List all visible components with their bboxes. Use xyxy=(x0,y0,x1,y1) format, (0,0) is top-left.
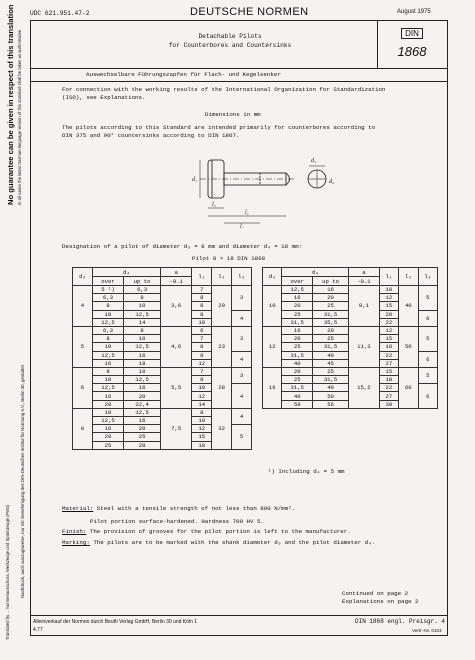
table-cell: 8 xyxy=(192,351,212,359)
dimension-table-left xyxy=(72,267,252,450)
table-cell: 8 xyxy=(92,335,123,343)
label-l2: l₂ xyxy=(240,224,244,228)
table-cell: 40 xyxy=(312,351,348,359)
table-cell: 22,4 xyxy=(124,400,161,408)
footer-din-price-group: DIN 1868 engl. Preisgr. 4 xyxy=(355,618,446,625)
table-cell: 12 xyxy=(192,392,212,400)
table-footnote: ¹) Including d₄ = 5 mm xyxy=(268,468,345,475)
table-cell: 16 xyxy=(263,367,282,408)
table-cell: 6 xyxy=(418,310,437,326)
table-cell: 25 xyxy=(312,335,348,343)
col-d4: d₄ xyxy=(92,268,160,277)
col-up-to: up to xyxy=(124,277,161,286)
table-cell: 10 xyxy=(192,417,212,425)
table-cell: 14 xyxy=(192,400,212,408)
table-cell: 8 xyxy=(192,302,212,310)
side-reprint: Nachdruck, auch auszugsweise, nur mit Genehmigung des DIN Deutsches Institut für Normung e.V., Berlin 30, gestattet xyxy=(20,365,25,598)
table-cell: 6,3 xyxy=(124,286,161,294)
din-box xyxy=(380,23,444,59)
table-cell: 7 xyxy=(192,286,212,294)
side-guarantee: No guarantee can be given in respect of this translation xyxy=(6,4,15,205)
table-cell: 6 xyxy=(192,326,212,334)
table-cell: 15 xyxy=(192,433,212,441)
table-row xyxy=(263,286,438,294)
table-cell: 32 xyxy=(212,408,232,449)
table-cell: 18 xyxy=(379,376,398,384)
din-box-divider xyxy=(377,20,378,68)
table-cell: 12,5 xyxy=(124,376,161,384)
col-d4: d₄ xyxy=(282,268,349,277)
document-title xyxy=(150,32,310,50)
footer-code: 4.77 xyxy=(33,627,43,633)
title-line-1: Detachable Pilots xyxy=(198,33,262,40)
table-cell: 40 xyxy=(312,384,348,392)
table-cell: 12 xyxy=(192,359,212,367)
col-a-tol: -0.1 xyxy=(161,277,192,286)
table-cell: 40 xyxy=(399,286,418,327)
table-cell: 4,6 xyxy=(161,326,192,367)
table-cell: 20 xyxy=(212,286,232,327)
col-a: a xyxy=(161,268,192,277)
finish-text: The provision of grooves for the pilot portion is left to the manufacturer. xyxy=(89,528,351,535)
table-cell: 22 xyxy=(379,351,398,359)
col-l2: l₂ xyxy=(399,268,418,286)
table-cell: 16 xyxy=(282,294,313,302)
table-cell: 8 xyxy=(192,310,212,318)
col-l1: l₁ xyxy=(379,268,398,286)
table-cell: 20 xyxy=(124,392,161,400)
table-cell: 25 xyxy=(282,376,313,384)
material-line xyxy=(62,505,444,513)
table-cell: 8 xyxy=(92,367,123,375)
material-text: Steel with a tensile strength of not less than 800 N/mm². xyxy=(96,505,296,512)
table-cell: 31,5 xyxy=(312,376,348,384)
table-cell: 3 xyxy=(232,286,252,311)
iso-note-line-2: (ISO), see Explanations. xyxy=(62,93,146,101)
table-cell: 12,5 xyxy=(124,408,161,416)
publisher-name: DEUTSCHE NORMEN xyxy=(190,6,309,18)
scope-line-1: The pilots according to this Standard are intended primarily for counterbores according to xyxy=(62,124,376,131)
title-rule xyxy=(30,68,448,69)
table-cell: 7 xyxy=(192,367,212,375)
table-cell: 16 xyxy=(92,425,123,433)
table-cell: 4 xyxy=(232,408,252,424)
table-cell: 15,2 xyxy=(349,367,380,408)
table-cell: 31,5 xyxy=(282,318,313,326)
table-cell: 7,5 xyxy=(161,408,192,449)
col-d3: d₃ xyxy=(73,268,93,286)
table-cell: 12,5 xyxy=(124,343,161,351)
label-l3: l₃ xyxy=(212,202,216,208)
table-cell: 23 xyxy=(212,326,232,367)
table-cell: 8 xyxy=(192,343,212,351)
col-over: over xyxy=(92,277,123,286)
material-label: Material: xyxy=(62,505,94,512)
table-row xyxy=(73,286,252,294)
table-cell: 30 xyxy=(379,400,398,408)
table-cell: 27 xyxy=(379,392,398,400)
finish-label: Finish: xyxy=(62,528,87,535)
col-l3: l₃ xyxy=(418,268,437,286)
table-cell: 18 xyxy=(192,441,212,449)
table-cell: 22 xyxy=(379,384,398,392)
table-cell: 12,5 xyxy=(282,286,313,294)
table-cell: 5 ¹) xyxy=(92,286,123,294)
table-cell: 12,5 xyxy=(92,351,123,359)
table-cell: 16 xyxy=(124,384,161,392)
dimension-table-right xyxy=(262,267,438,409)
table-cell: 25 xyxy=(282,310,313,318)
table-cell: 14 xyxy=(124,318,161,326)
table-cell: 6,3 xyxy=(92,326,123,334)
table-cell: 12 xyxy=(192,425,212,433)
col-l1: l₁ xyxy=(192,268,212,286)
table-cell: 25 xyxy=(124,433,161,441)
table-cell: 8 xyxy=(73,408,93,449)
table-cell: 10 xyxy=(124,302,161,310)
side-guarantee-note: In all cases the latest German-language version of this standard shall be taken as authoritative. xyxy=(17,28,22,205)
side-translator: Translated by ... Normenausschuss, Werkzeuge und Spannzeuge (FWS) xyxy=(5,504,10,640)
footer-rule xyxy=(30,615,448,616)
table-cell: 10 xyxy=(263,286,282,327)
table-cell: 5 xyxy=(73,326,93,367)
scope-line-2: DIN 375 and 90° countersinks according to DIN 1867. xyxy=(62,131,240,139)
table-cell: 20 xyxy=(124,425,161,433)
label-d1: d₁ xyxy=(192,177,198,183)
table-cell: 25 xyxy=(312,367,348,375)
table-row xyxy=(263,326,438,334)
marking-line xyxy=(62,539,444,547)
label-l1: l₁ xyxy=(245,210,249,216)
table-cell: 4 xyxy=(232,310,252,326)
table-cell: 12,5 xyxy=(92,417,123,425)
pilot-hardened-text: Pilot portion surface-hardened. Hardness 700 HV 5. xyxy=(90,518,264,525)
table-cell: 27 xyxy=(379,359,398,367)
col-l3: l₃ xyxy=(232,268,252,286)
table-cell: 16 xyxy=(92,359,123,367)
marking-label: Marking: xyxy=(62,539,90,546)
table-cell: 16 xyxy=(282,326,313,334)
table-cell: 56 xyxy=(312,400,348,408)
table-cell: 5 xyxy=(418,286,437,311)
table-cell: 6 xyxy=(418,351,437,367)
table-cell: 20 xyxy=(282,367,313,375)
explanations-note: Explanations on page 2 xyxy=(342,598,419,605)
footer-sales-note: Alleinverkauf der Normen durch Beuth Verlag GmbH, Berlin 30 und Köln 1 xyxy=(33,619,197,625)
din-label: DIN xyxy=(401,28,423,39)
table-cell: 10 xyxy=(124,335,161,343)
table-cell: 3 xyxy=(232,367,252,383)
label-d3: d₃ xyxy=(311,158,317,164)
table-cell: 16 xyxy=(124,351,161,359)
table-row xyxy=(73,408,252,416)
table-cell: 4 xyxy=(73,286,93,327)
title-line-2: for Counterbores and Countersinks xyxy=(168,42,292,49)
table-cell: 12 xyxy=(263,326,282,367)
col-over: over xyxy=(282,277,313,286)
table-cell: 10 xyxy=(379,286,398,294)
table-row xyxy=(73,367,252,375)
table-cell: 25 xyxy=(282,343,313,351)
table-cell: 12 xyxy=(379,294,398,302)
table-cell: 10 xyxy=(192,318,212,326)
table-cell: 6 xyxy=(73,367,93,408)
table-cell: 20 xyxy=(282,302,313,310)
header-rule xyxy=(30,20,448,21)
table-cell: 8 xyxy=(92,302,123,310)
table-cell: 10 xyxy=(92,343,123,351)
table-cell: 9,1 xyxy=(349,286,380,327)
table-cell: 12 xyxy=(379,326,398,334)
footer-contract-number: Vertr.-Nr. 0104 xyxy=(412,628,442,633)
table-cell: 50 xyxy=(399,326,418,367)
din-number: 1868 xyxy=(397,44,427,59)
table-cell: 16 xyxy=(312,286,348,294)
table-cell: 12,5 xyxy=(92,384,123,392)
pilot-drawing xyxy=(190,148,340,228)
table-cell: 31,5 xyxy=(282,384,313,392)
table-cell: 40 xyxy=(282,392,313,400)
table-cell: 28 xyxy=(124,441,161,449)
table-cell: 8 xyxy=(124,294,161,302)
iso-note xyxy=(62,86,444,101)
table-cell: 45 xyxy=(312,359,348,367)
table-cell: 22 xyxy=(379,318,398,326)
table-cell: 25 xyxy=(92,441,123,449)
table-cell: 4 xyxy=(232,351,252,367)
table-cell: 12,5 xyxy=(92,318,123,326)
table-cell: 31,5 xyxy=(312,310,348,318)
table-cell: 3,6 xyxy=(161,286,192,327)
table-cell: 7 xyxy=(192,335,212,343)
table-cell: 16 xyxy=(92,392,123,400)
table-cell: 25 xyxy=(312,302,348,310)
table-cell: 10 xyxy=(92,310,123,318)
table-cell: 8 xyxy=(192,376,212,384)
table-row xyxy=(73,326,252,334)
publication-date: August 1975 xyxy=(397,9,431,15)
table-cell: 18 xyxy=(379,343,398,351)
table-cell: 50 xyxy=(282,400,313,408)
table-cell: 5 xyxy=(232,425,252,450)
udc-number: UDC 621.951.47-2 xyxy=(30,10,90,17)
table-cell: 20 xyxy=(312,326,348,334)
table-cell: 10 xyxy=(92,408,123,416)
col-d3: d₃ xyxy=(263,268,282,286)
label-d2: d₂ xyxy=(329,179,335,185)
pilot-designation: Pilot 8 × 18 DIN 1868 xyxy=(192,255,266,262)
designation-text: Designation of a pilot of diameter d₃ = 8 mm and diameter d₄ = 18 mm: xyxy=(62,243,303,250)
table-cell: 35,5 xyxy=(312,318,348,326)
table-cell: 31,5 xyxy=(312,343,348,351)
col-a: a xyxy=(349,268,380,277)
table-cell: 5 xyxy=(418,367,437,383)
table-cell: 11,3 xyxy=(349,326,380,367)
table-cell: 8 xyxy=(192,408,212,416)
col-up-to: up to xyxy=(312,277,348,286)
marking-text: The pilots are to be marked with the shank diameter d₃ and the pilot diameter d₄. xyxy=(93,539,376,546)
german-title: Auswechselbare Führungszapfen für Flach- und Kegelsenker xyxy=(86,71,281,78)
table-cell: 20 xyxy=(282,335,313,343)
table-cell: 8 xyxy=(192,294,212,302)
table-cell: 20 xyxy=(92,433,123,441)
table-cell: 15 xyxy=(379,302,398,310)
table-cell: 16 xyxy=(124,417,161,425)
table-cell: 10 xyxy=(192,384,212,392)
dimensions-heading: Dimensions in mm xyxy=(205,111,261,118)
table-cell: 6 xyxy=(418,384,437,409)
table-cell: 8 xyxy=(124,326,161,334)
table-cell: 3 xyxy=(232,326,252,351)
iso-note-line-1: For connection with the working results of the International Organization for Standardization xyxy=(62,86,386,93)
table-cell: 15 xyxy=(379,335,398,343)
table-row xyxy=(263,367,438,375)
scope-text xyxy=(62,124,444,139)
continued-note: Continued on page 2 xyxy=(342,590,409,597)
table-cell: 5,5 xyxy=(161,367,192,408)
table-cell: 18 xyxy=(124,359,161,367)
table-cell: 15 xyxy=(379,367,398,375)
table-cell: 12,5 xyxy=(124,310,161,318)
col-l2: l₂ xyxy=(212,268,232,286)
table-cell: 28 xyxy=(212,367,232,408)
table-cell: 20 xyxy=(312,294,348,302)
finish-line xyxy=(62,528,444,536)
table-cell: 40 xyxy=(282,359,313,367)
subtitle-rule xyxy=(30,81,448,82)
table-cell: 6,3 xyxy=(92,294,123,302)
table-cell: 31,5 xyxy=(282,351,313,359)
table-cell: 20 xyxy=(92,400,123,408)
table-cell: 20 xyxy=(379,310,398,318)
table-cell: 60 xyxy=(399,367,418,408)
table-cell: 5 xyxy=(418,326,437,351)
table-cell: 4 xyxy=(232,384,252,409)
table-cell: 10 xyxy=(92,376,123,384)
table-cell: 50 xyxy=(312,392,348,400)
table-cell: 10 xyxy=(124,367,161,375)
col-a-tol: -0.1 xyxy=(349,277,380,286)
